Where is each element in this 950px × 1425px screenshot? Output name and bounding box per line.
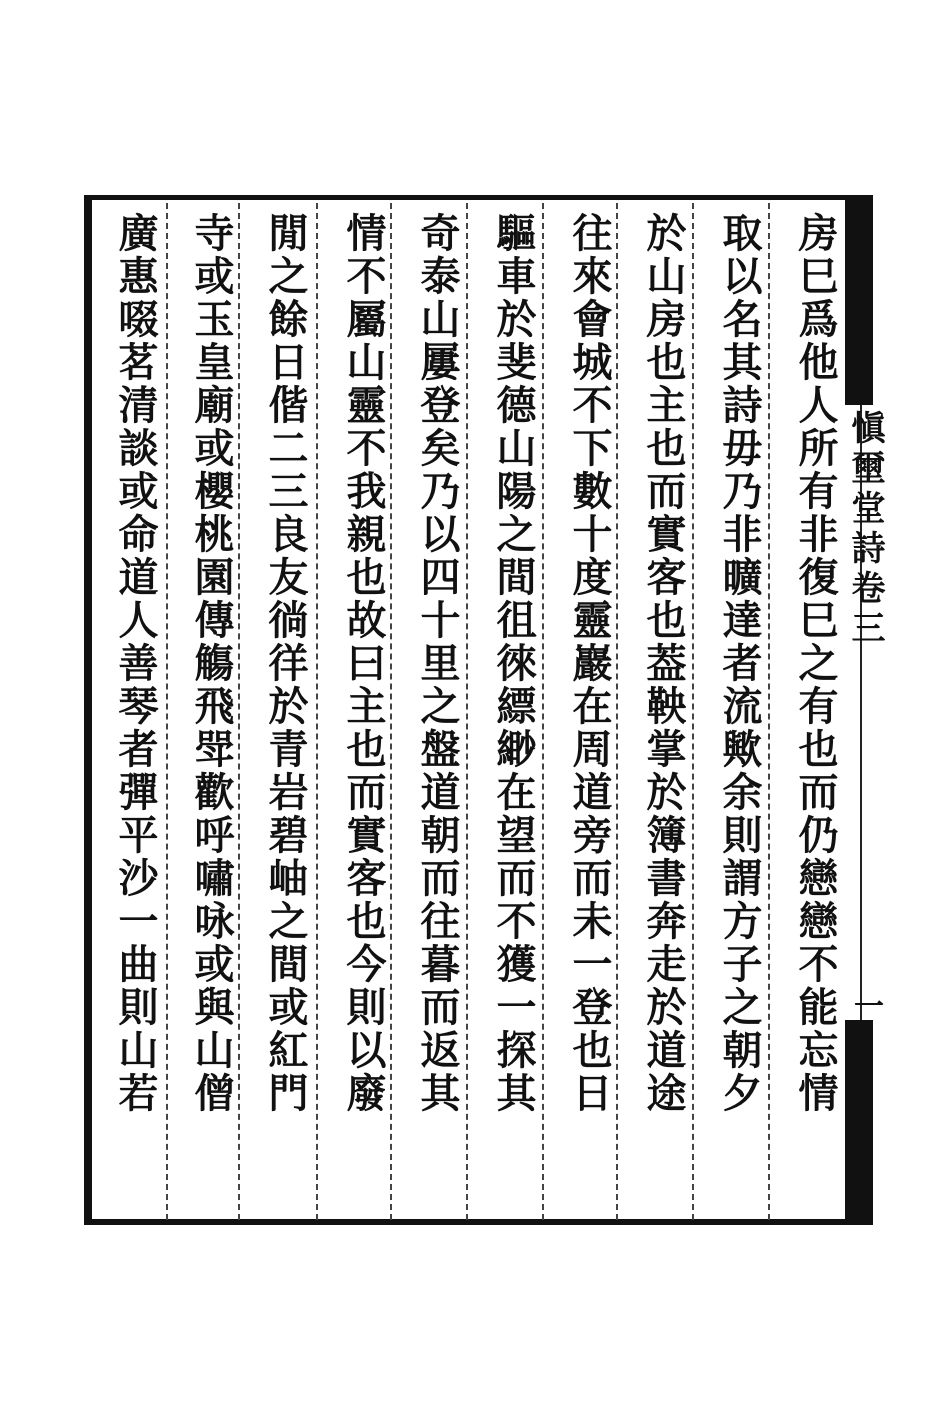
page-number: 一	[848, 990, 883, 1020]
text-column-7: 情不屬山靈不我親也故曰主也而實客也今則以廢	[340, 212, 387, 1115]
text-column-5: 驅車於斐德山陽之間徂徠縹緲在望而不獲一探其	[490, 212, 537, 1115]
text-column-3: 於山房也主也而實客也葢鞅掌於簿書奔走於道途	[640, 212, 687, 1115]
column-rule	[316, 203, 318, 1220]
text-column-1: 房巳爲他人所有非復巳之有也而仍戀戀不能忘情	[792, 212, 839, 1115]
text-column-10: 廣惠啜茗清談或命道人善琴者彈平沙一曲則山若	[112, 212, 159, 1115]
text-column-9: 寺或玉皇廟或櫻桃園傳觴飛斝歡呼嘯咏或與山僧	[188, 212, 235, 1115]
column-rule	[466, 203, 468, 1220]
column-rule	[166, 203, 168, 1220]
text-column-6: 奇泰山屢登矣乃以四十里之盤道朝而往暮而返其	[414, 212, 461, 1115]
column-rule	[542, 203, 544, 1220]
text-column-8: 閒之餘日偕二三良友徜徉於青岩碧岫之間或紅門	[262, 212, 309, 1115]
text-column-2: 取以名其詩毋乃非曠達者流歟余則謂方子之朝夕	[716, 212, 763, 1115]
column-rule	[768, 203, 770, 1220]
fish-tail-mark-top	[845, 195, 873, 405]
book-title: 愼壐堂詩卷三	[845, 410, 885, 650]
fish-tail-mark-bottom	[845, 1020, 873, 1225]
text-column-4: 往來會城不下數十度靈巖在周道旁而未一登也日	[566, 212, 613, 1115]
column-rule	[692, 203, 694, 1220]
